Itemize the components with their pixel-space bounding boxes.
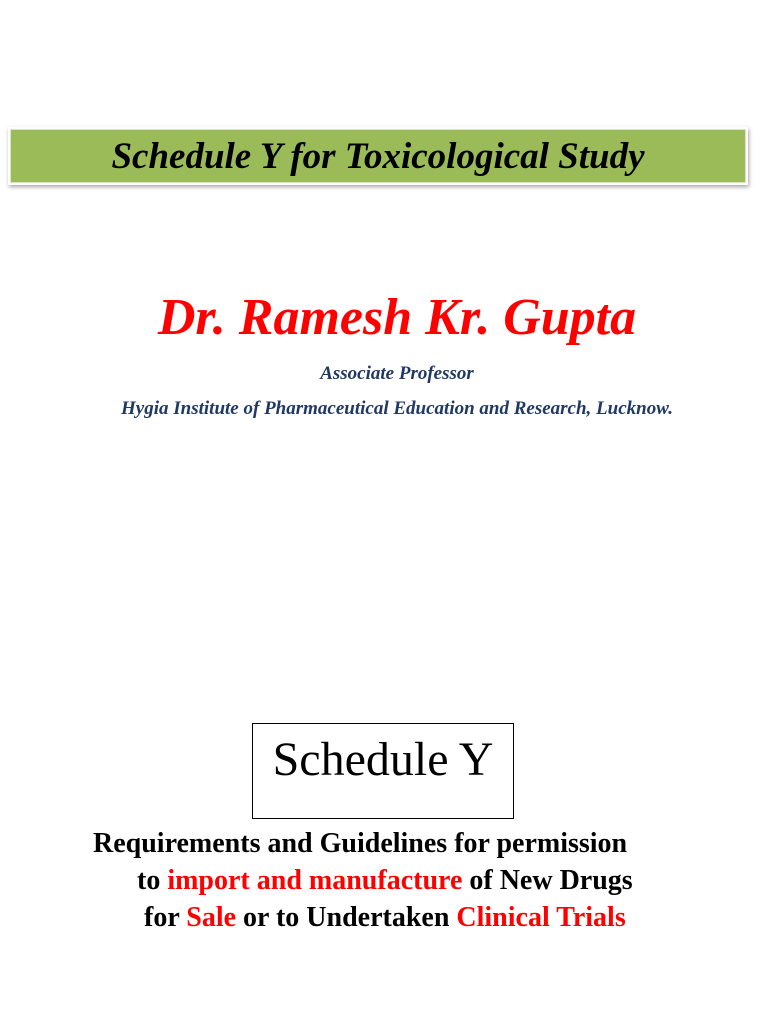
requirements-line-1: Requirements and Guidelines for permission — [93, 828, 628, 859]
highlight-sale: Sale — [186, 902, 237, 933]
schedule-box — [252, 723, 514, 819]
requirements-line-2-suffix: of New Drugs — [462, 865, 633, 896]
requirements-line-3-prefix: for — [144, 902, 187, 933]
requirements-line-3 — [144, 904, 626, 932]
slide-title: Schedule Y for Toxicological Study — [111, 135, 645, 177]
requirements-line-2-prefix: to — [137, 865, 168, 896]
requirements-line-3-middle: or to Undertaken — [236, 902, 457, 933]
highlight-clinical-trials: Clinical Trials — [456, 902, 626, 933]
title-banner — [10, 129, 746, 183]
schedule-box-label: Schedule Y — [272, 733, 494, 786]
author-name: Dr. Ramesh Kr. Gupta — [157, 289, 637, 346]
highlight-import-manufacture: import and manufacture — [167, 865, 463, 896]
author-position: Associate Professor — [320, 363, 474, 384]
author-institute: Hygia Institute of Pharmaceutical Education and Research, Lucknow. — [121, 398, 673, 419]
requirements-line-2 — [137, 867, 633, 895]
